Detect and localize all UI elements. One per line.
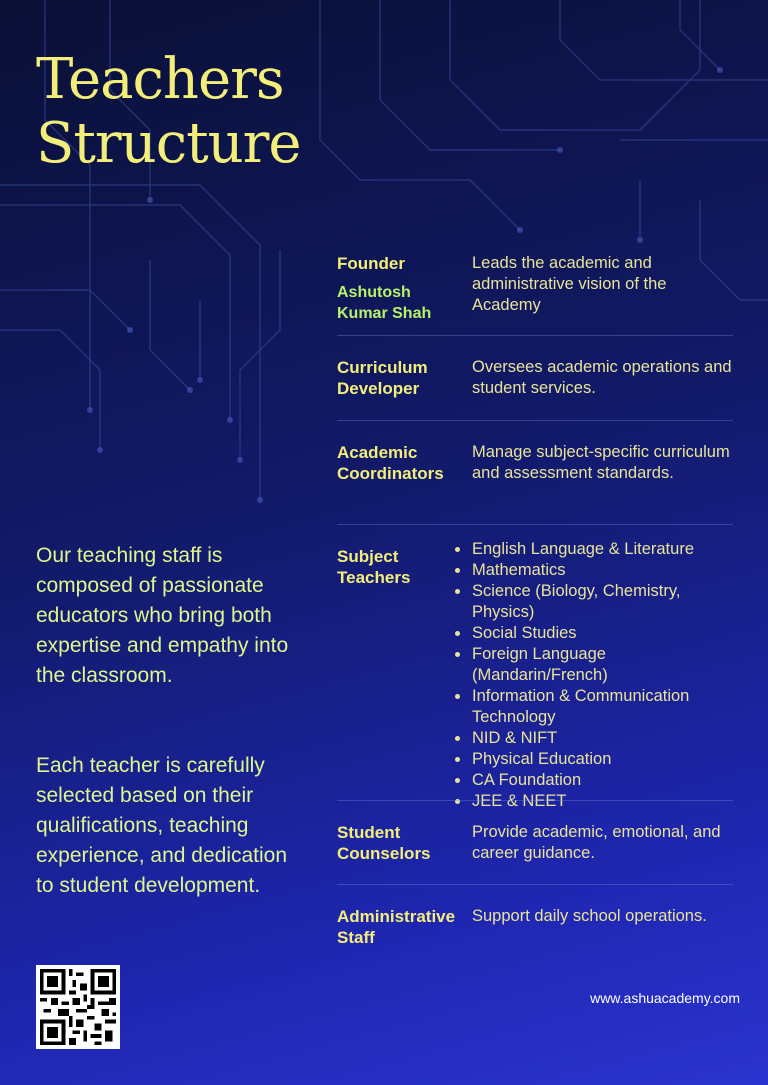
- role-title-label: Founder: [337, 254, 405, 273]
- qr-code-icon[interactable]: [36, 965, 120, 1049]
- role-title: Academic Coordinators: [337, 443, 444, 483]
- role-title: [337, 253, 467, 324]
- role-description: Oversees academic operations and student services.: [472, 358, 732, 397]
- divider: [337, 420, 733, 421]
- role-description: Leads the academic and administrative vision of the Academy: [472, 254, 667, 314]
- subject-item: CA Foundation: [472, 770, 734, 791]
- role-description: Manage subject-specific curriculum and assessment standards.: [472, 443, 730, 482]
- subject-item: Science (Biology, Chemistry, Physics): [472, 581, 734, 623]
- role-title: Curriculum Developer: [337, 358, 428, 398]
- role-description: Provide academic, emotional, and career guidance.: [472, 823, 721, 862]
- intro-text: [36, 541, 306, 961]
- intro-paragraph-2: Each teacher is carefully selected based on their qualifications, teaching experience, and dedication to student development.: [36, 754, 288, 897]
- subject-item: Foreign Language (Mandarin/French): [472, 644, 734, 686]
- founder-name: Ashutosh Kumar Shah: [337, 284, 432, 322]
- page-title: [36, 48, 336, 176]
- divider: [337, 335, 733, 336]
- role-title: Administrative Staff: [337, 907, 456, 947]
- subject-item: Information & Communication Technology: [472, 686, 734, 728]
- role-title: Student Counselors: [337, 823, 431, 863]
- intro-paragraph-1: Our teaching staff is composed of passionate educators who bring both expertise and empathy into the classroom.: [36, 544, 289, 687]
- divider: [337, 884, 733, 885]
- subject-item: English Language & Literature: [472, 539, 734, 560]
- subject-list: [472, 539, 734, 812]
- subject-item: NID & NIFT: [472, 728, 734, 749]
- role-description: Support daily school operations.: [472, 907, 707, 925]
- title-line-1: Teachers: [36, 47, 284, 112]
- website-link[interactable]: www.ashuacademy.com: [590, 990, 740, 1006]
- divider: [337, 524, 733, 525]
- title-line-2: Structure: [36, 111, 301, 176]
- subject-item: JEE & NEET: [472, 791, 734, 812]
- role-title: Subject Teachers: [337, 547, 411, 587]
- subject-item: Social Studies: [472, 623, 734, 644]
- subject-item: Mathematics: [472, 560, 734, 581]
- divider: [337, 800, 733, 801]
- subject-item: Physical Education: [472, 749, 734, 770]
